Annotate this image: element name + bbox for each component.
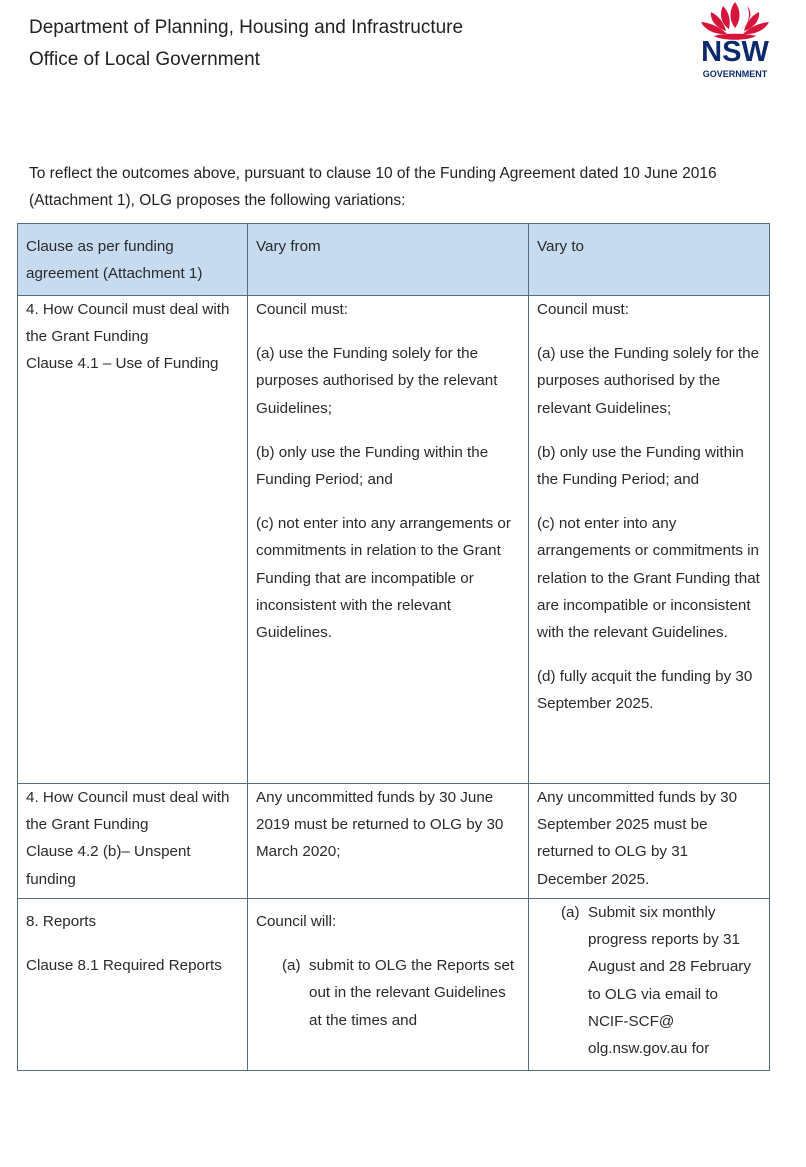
vary-to-cell [529, 296, 770, 784]
vary-from-cell: Any uncommitted funds by 30 June 2019 must be returned to OLG by 30 March 2020; [248, 784, 529, 899]
list-item [256, 952, 520, 1034]
list-marker: (a) [282, 957, 301, 975]
clause-title: 4. How Council must deal with the Grant Funding [26, 789, 230, 834]
vary-to-text: (d) fully acquit the funding by 30 September 2025. [537, 668, 753, 713]
vary-to-text: (a) use the Funding solely for the purposes authorised by the relevant Guidelines; [537, 345, 760, 417]
clause-title: 8. Reports [26, 913, 97, 930]
list-item [537, 899, 761, 1062]
nsw-government-logo [692, 0, 778, 84]
vary-to-list [537, 899, 761, 1062]
clause-subtitle: Clause 4.1 – Use of Funding [26, 355, 219, 373]
clause-cell [18, 296, 248, 784]
header-clause: Clause as per funding agreement (Attachment 1) [18, 224, 248, 296]
logo-wordmark: NSW [701, 36, 769, 68]
vary-from-list [256, 952, 520, 1034]
vary-from-text: (a) use the Funding solely for the purposes authorised by the relevant Guidelines; [256, 345, 498, 417]
clause-subtitle: Clause 8.1 Required Reports [26, 957, 222, 975]
vary-from-cell [248, 296, 529, 784]
vary-to-text: Council must: [537, 301, 630, 318]
logo-subtext: GOVERNMENT [702, 69, 768, 79]
table-row [18, 899, 770, 1071]
header-vary-to: Vary to [529, 224, 770, 296]
clause-subtitle: Clause 4.2 (b)– Unspent funding [26, 843, 191, 888]
list-item-text: Submit six monthly progress reports by 31 August and 28 February to OLG via email to NCIF-SCF@ olg.nsw.gov.au for [588, 904, 751, 1058]
vary-to-cell [529, 899, 770, 1071]
header-vary-from: Vary from [248, 224, 529, 296]
clause-cell [18, 899, 248, 1071]
vary-to-text: (c) not enter into any arrangements or commitments in relation to the Grant Funding that are incompatible or inconsistent with the relevant Guidelines. [537, 515, 760, 642]
clause-cell [18, 784, 248, 899]
vary-from-text: Council must: [256, 301, 349, 318]
intro-paragraph: To reflect the outcomes above, pursuant to clause 10 of the Funding Agreement dated 10 June 2016 (Attachment 1), OLG proposes the following variations: [29, 165, 717, 209]
clause-title: 4. How Council must deal with the Grant Funding [26, 301, 230, 346]
department-name: Department of Planning, Housing and Infrastructure [29, 17, 464, 38]
table-header-row [18, 224, 770, 296]
vary-to-text: (b) only use the Funding within the Funding Period; and [537, 443, 744, 489]
vary-from-text: (b) only use the Funding within the Funding Period; and [256, 443, 489, 489]
list-marker: (a) [561, 904, 580, 921]
office-name: Office of Local Government [29, 49, 260, 70]
table-row [18, 296, 770, 784]
table-row [18, 784, 770, 899]
vary-from-text: Council will: [256, 913, 337, 930]
vary-from-cell [248, 899, 529, 1071]
variation-table [17, 223, 770, 1071]
list-item-text: submit to OLG the Reports set out in the relevant Guidelines at the times and [309, 957, 515, 1029]
vary-to-cell: Any uncommitted funds by 30 September 2025 must be returned to OLG by 31 December 2025. [529, 784, 770, 899]
vary-from-text: (c) not enter into any arrangements or commitments in relation to the Grant Funding that are incompatible or inconsistent with the relevant Guidelines. [256, 515, 511, 642]
